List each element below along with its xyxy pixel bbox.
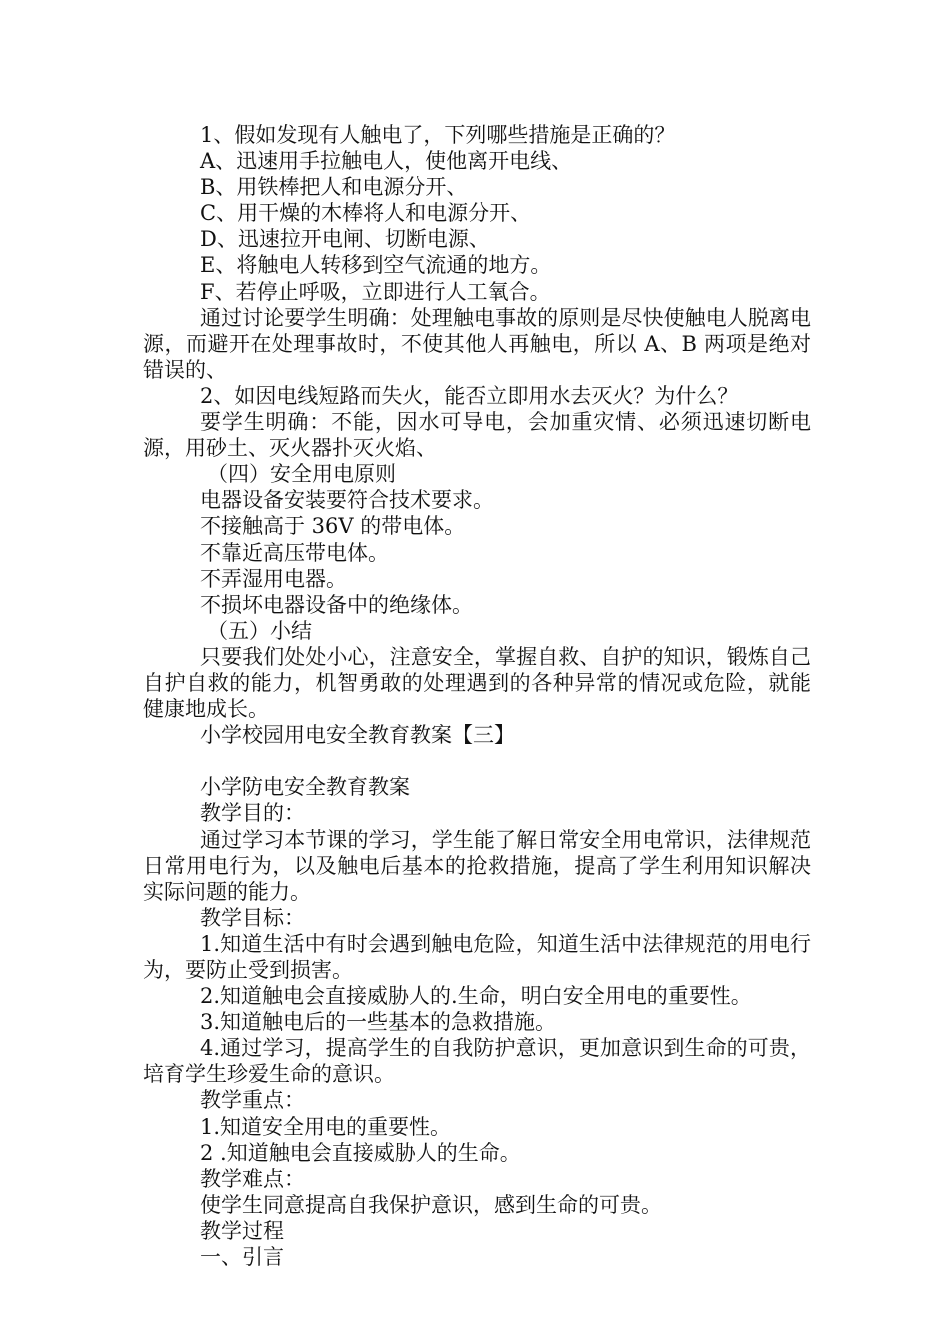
key-point-item: 1.知道安全用电的重要性。	[200, 1114, 452, 1139]
option-b: B、用铁棒把人和电源分开、	[200, 175, 468, 200]
discussion-paragraph: 通过讨论要学生明确：处理触电事故的原则是尽快使触电人脱离电源，而避开在处理事故时，不使其他人再触电，所以 A、B 两项是绝对错误的、	[143, 305, 811, 382]
section-heading-5: （五）小结	[207, 618, 312, 643]
key-point-item: 2 .知道触电会直接威胁人的生命。	[200, 1140, 521, 1165]
heading-key-points: 教学重点：	[200, 1088, 305, 1113]
rule-item: 不损坏电器设备中的绝缘体。	[200, 592, 473, 617]
blank-line	[143, 748, 811, 774]
rule-item: 不靠近高压带电体。	[200, 540, 389, 565]
heading-objectives: 教学目标：	[200, 905, 305, 930]
lesson-plan-title: 小学防电安全教育教案	[200, 775, 410, 800]
question-1: 1、假如发现有人触电了，下列哪些措施是正确的？	[200, 123, 676, 147]
heading-difficulties: 教学难点：	[200, 1166, 305, 1191]
section-heading-4: （四）安全用电原则	[207, 462, 396, 487]
heading-process: 教学过程	[200, 1218, 284, 1243]
objective-item: 4.通过学习，提高学生的自我防护意识，更加意识到生命的可贵，培育学生珍爱生命的意识。	[143, 1036, 811, 1087]
option-d: D、迅速拉开电闸、切断电源、	[200, 227, 490, 252]
objective-item: 2.知道触电会直接威胁人的.生命，明白安全用电的重要性。	[200, 984, 752, 1009]
document-page	[143, 122, 811, 1270]
objective-item: 1.知道生活中有时会遇到触电危险，知道生活中法律规范的用电行为，要防止受到损害。	[143, 931, 811, 982]
answer-paragraph: 要学生明确：不能，因水可导电，会加重灾情、必须迅速切断电源，用砂土、灭火器扑灭火焰、	[143, 410, 811, 461]
lesson-title-3: 小学校园用电安全教育教案【三】	[200, 723, 515, 748]
difficulty-item: 使学生同意提高自我保护意识，感到生命的可贵。	[200, 1192, 662, 1217]
option-c: C、用干燥的木棒将人和电源分开、	[200, 201, 532, 226]
option-a: A、迅速用手拉触电人，使他离开电线、	[200, 149, 573, 174]
rule-item: 电器设备安装要符合技术要求。	[200, 488, 494, 513]
process-step-intro: 一、引言	[200, 1245, 284, 1270]
rule-item: 不弄湿用电器。	[200, 566, 347, 591]
rule-item: 不接触高于 36V 的带电体。	[200, 514, 466, 539]
heading-purpose: 教学目的：	[200, 801, 305, 826]
option-e: E、将触电人转移到空气流通的地方。	[200, 253, 552, 278]
question-2: 2、如因电线短路而失火，能否立即用水去灭火？为什么？	[200, 383, 739, 408]
summary-paragraph: 只要我们处处小心，注意安全，掌握自救、自护的知识，锻炼自己自护自救的能力，机智勇敢的处理遇到的各种异常的情况或危险，就能健康地成长。	[143, 644, 811, 722]
option-f: F、若停止呼吸，立即进行人工氧合。	[200, 279, 551, 304]
objective-item: 3.知道触电后的一些基本的急救措施。	[200, 1010, 557, 1035]
purpose-paragraph: 通过学习本节课的学习，学生能了解日常安全用电常识，法律规范日常用电行为，以及触电后基本的抢救措施，提高了学生利用知识解决实际问题的能力。	[143, 827, 811, 904]
